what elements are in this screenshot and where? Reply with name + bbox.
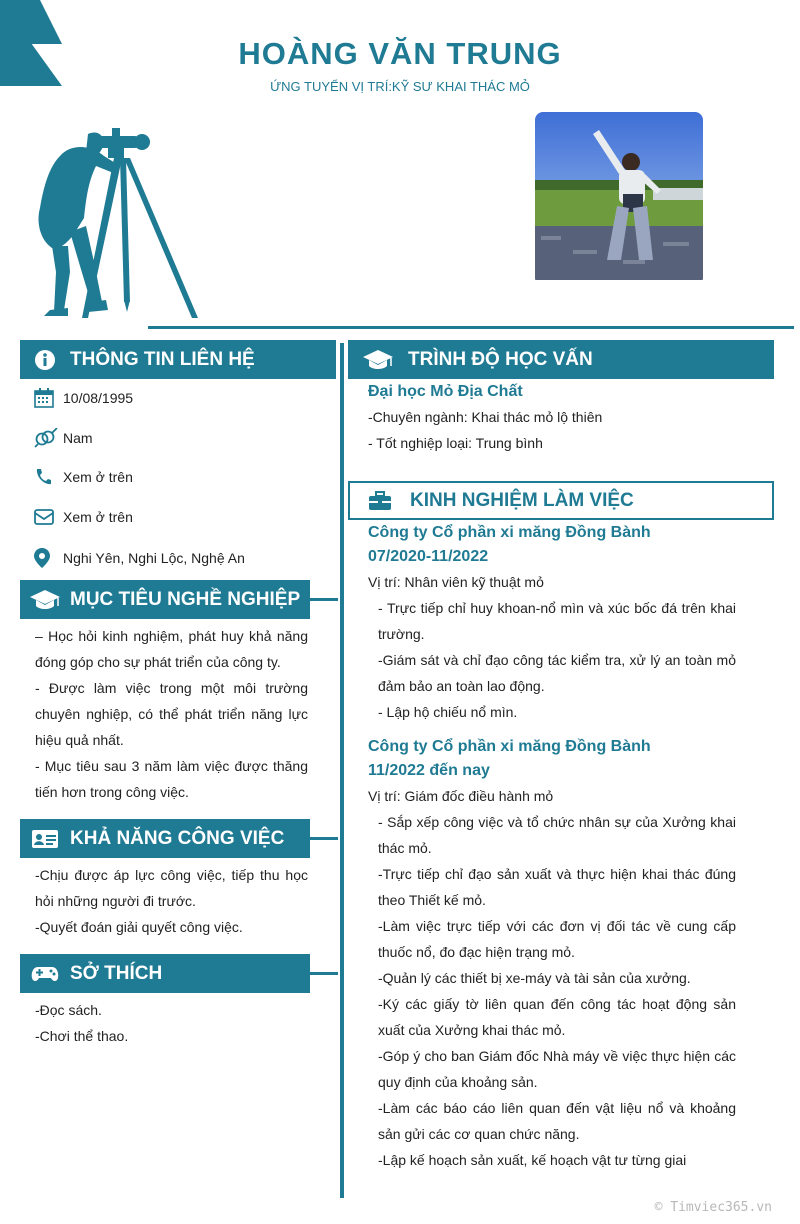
job-duty: - Lập hộ chiếu nổ mìn. <box>378 704 518 720</box>
job-company: Công ty Cổ phần xi măng Đồng Bành <box>368 738 651 755</box>
hobby-line: -Đọc sách. <box>35 1002 102 1018</box>
envelope-icon <box>34 508 63 526</box>
job-role: Vị trí: Nhân viên kỹ thuật mỏ <box>368 574 544 590</box>
section-header-experience <box>348 481 774 520</box>
section-header-objective <box>20 580 310 619</box>
id-card-icon <box>20 829 70 849</box>
phone-value: Xem ở trên <box>63 469 133 485</box>
header-divider <box>148 326 794 329</box>
connector-line <box>310 837 338 840</box>
job-details <box>368 783 736 1173</box>
job-duty: - Sắp xếp công việc và tổ chức nhân sự của Xưởng khai thác mỏ. <box>378 814 736 856</box>
gender-value: Nam <box>63 430 93 446</box>
section-title-objective: MỤC TIÊU NGHỀ NGHIỆP <box>70 588 301 610</box>
job-details <box>368 569 736 725</box>
connector-line <box>310 972 338 975</box>
watermark: © Timviec365.vn <box>654 1200 772 1215</box>
gender-icon <box>34 428 63 448</box>
job-duty: -Trực tiếp chỉ đạo sản xuất và thực hiện khai thác đúng theo Thiết kế mỏ. <box>378 866 736 908</box>
skills-text <box>35 862 308 940</box>
education-text <box>368 404 736 456</box>
hobby-line: -Chơi thể thao. <box>35 1028 129 1044</box>
address-value: Nghi Yên, Nghi Lộc, Nghệ An <box>63 550 245 566</box>
email-value: Xem ở trên <box>63 509 133 525</box>
candidate-name: HOÀNG VĂN TRUNG <box>238 36 562 71</box>
job-duty: -Làm việc trực tiếp với các đơn vị đối tác về cung cấp thuốc nổ, đo đạc hiện trạng mỏ. <box>378 918 736 960</box>
contact-phone <box>34 468 133 486</box>
job-duty: -Làm các báo cáo liên quan đến vật liệu nổ và khoảng sản gửi các cơ quan chức năng. <box>378 1100 736 1142</box>
school-name: Đại học Mỏ Địa Chất <box>368 383 523 400</box>
applied-position: ỨNG TUYỂN VỊ TRÍ:KỸ SƯ KHAI THÁC MỎ <box>270 79 530 94</box>
job-duty: -Giám sát và chỉ đạo công tác kiểm tra, xử lý an toàn mỏ đảm bảo an toàn lao động. <box>378 652 736 694</box>
section-title-contact: THÔNG TIN LIÊN HỆ <box>70 348 255 370</box>
section-header-education <box>348 340 774 379</box>
objective-line: - Mục tiêu sau 3 năm làm việc được thăng tiến hơn trong công việc. <box>35 758 308 800</box>
phone-icon <box>34 468 63 486</box>
profile-photo <box>533 110 705 282</box>
objective-line: - Được làm việc trong một môi trường chuyên nghiệp, có thể phát triển năng lực hiệu quả nhất. <box>35 680 308 748</box>
job-duty: -Quản lý các thiết bị xe-máy và tài sản của xưởng. <box>378 970 691 986</box>
job-duty: - Trực tiếp chỉ huy khoan-nổ mìn và xúc bốc đá trên khai trường. <box>378 600 736 642</box>
section-header-hobbies <box>20 954 310 993</box>
section-header-skills <box>20 819 310 858</box>
dob-value: 10/08/1995 <box>63 390 134 406</box>
section-header-contact <box>20 340 336 379</box>
info-icon <box>20 349 70 371</box>
graduation-cap-icon <box>348 349 408 371</box>
job-period: 11/2022 đến nay <box>368 762 490 779</box>
objective-line: – Học hỏi kinh nghiệm, phát huy khả năng đóng góp cho sự phát triển của công ty. <box>35 628 308 670</box>
connector-line <box>310 598 338 601</box>
section-title-hobbies: SỞ THÍCH <box>70 962 163 984</box>
gamepad-icon <box>20 965 70 983</box>
calendar-icon <box>34 388 63 408</box>
job-role: Vị trí: Giám đốc điều hành mỏ <box>368 788 554 804</box>
section-title-skills: KHẢ NĂNG CÔNG VIỆC <box>70 827 285 849</box>
contact-email <box>34 508 133 526</box>
job-period: 07/2020-11/2022 <box>368 548 489 565</box>
contact-dob <box>34 388 133 408</box>
hobbies-text <box>35 997 308 1049</box>
skills-line: -Chịu được áp lực công việc, tiếp thu học hỏi những người đi trước. <box>35 867 308 909</box>
section-title-education: TRÌNH ĐỘ HỌC VẤN <box>408 348 593 370</box>
contact-gender <box>34 428 93 448</box>
job-duty: -Ký các giấy tờ liên quan đến công tác hoạt động sản xuất của Xưởng khai thác mỏ. <box>378 996 736 1038</box>
graduation-cap-icon <box>20 589 70 611</box>
contact-address <box>34 548 245 568</box>
education-line: -Chuyên ngành: Khai thác mỏ lộ thiên <box>368 409 603 425</box>
skills-line: -Quyết đoán giải quyết công việc. <box>35 919 243 935</box>
location-pin-icon <box>34 548 63 568</box>
briefcase-icon <box>350 491 410 511</box>
education-line: - Tốt nghiệp loại: Trung bình <box>368 435 543 451</box>
job-duty: -Góp ý cho ban Giám đốc Nhà máy về việc thực hiện các quy định của khoảng sản. <box>378 1048 736 1090</box>
objective-text <box>35 623 308 805</box>
job-duty: -Lập kế hoạch sản xuất, kế hoạch vật tư từng giai <box>378 1152 687 1168</box>
job-company: Công ty Cổ phần xi măng Đồng Bành <box>368 524 651 541</box>
column-divider <box>340 343 344 1198</box>
surveyor-illustration <box>30 122 205 320</box>
section-title-experience: KINH NGHIỆM LÀM VIỆC <box>410 489 634 511</box>
